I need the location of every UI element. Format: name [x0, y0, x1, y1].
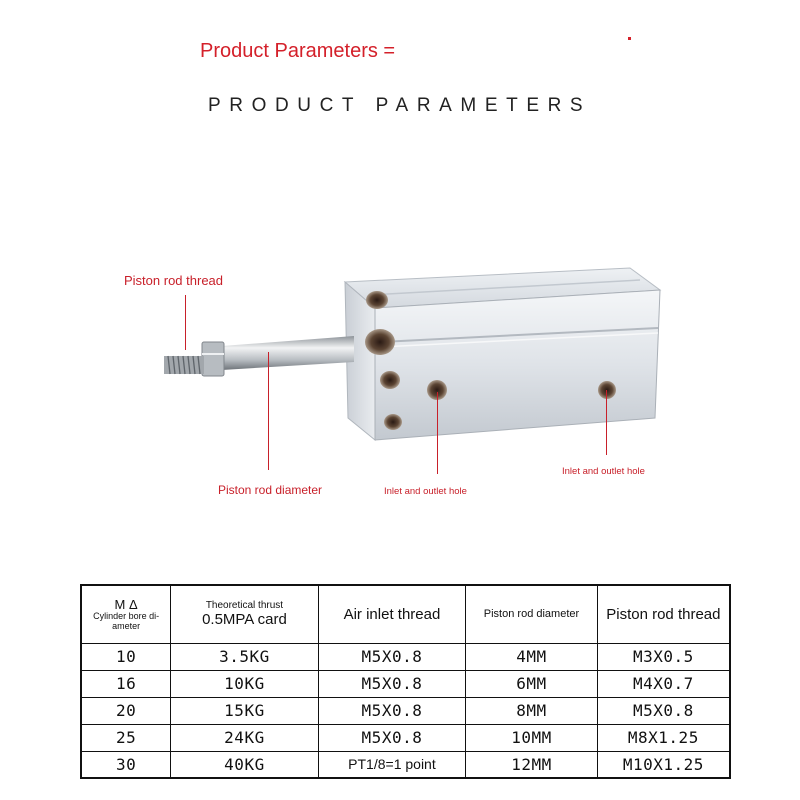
table-cell: M3X0.5	[597, 643, 730, 670]
table-cell: 25	[81, 724, 171, 751]
header-piston-rod-diameter: Piston rod diameter	[466, 585, 598, 643]
table-cell: M4X0.7	[597, 670, 730, 697]
table-row	[81, 670, 730, 697]
table-cell: M5X0.8	[318, 670, 466, 697]
table-cell: M8X1.25	[597, 724, 730, 751]
table-cell: 30	[81, 751, 171, 778]
table-cell: 15KG	[171, 697, 318, 724]
table-cell: 8MM	[466, 697, 598, 724]
table-cell: M5X0.8	[318, 697, 466, 724]
table-cell: 10	[81, 643, 171, 670]
leader-line	[268, 352, 269, 470]
leader-line	[437, 392, 438, 474]
table-cell: 16	[81, 670, 171, 697]
table-row	[81, 643, 730, 670]
table-cell: 10KG	[171, 670, 318, 697]
table-cell: M5X0.8	[318, 724, 466, 751]
header-bore-diameter: M Δ Cylinder bore di-ameter	[81, 585, 171, 643]
table-cell: PT1/8=1 point	[318, 751, 466, 778]
callout-inlet-outlet-hole-rear: Inlet and outlet hole	[562, 466, 645, 477]
page-title: Product Parameters =	[200, 40, 396, 62]
callout-inlet-outlet-hole-front: Inlet and outlet hole	[384, 486, 467, 497]
spec-table	[80, 584, 731, 779]
table-cell: M5X0.8	[597, 697, 730, 724]
header-air-inlet-thread: Air inlet thread	[318, 585, 466, 643]
page-subtitle: PRODUCT PARAMETERS	[208, 95, 592, 116]
header-theoretical-thrust: Theoretical thrust 0.5MPA card	[171, 585, 318, 643]
table-cell: 12MM	[466, 751, 598, 778]
table-cell: 10MM	[466, 724, 598, 751]
table-cell: 40KG	[171, 751, 318, 778]
table-row	[81, 751, 730, 778]
table-cell: M10X1.25	[597, 751, 730, 778]
table-cell: 4MM	[466, 643, 598, 670]
table-header-row	[81, 585, 730, 643]
table-cell: 6MM	[466, 670, 598, 697]
callout-piston-rod-thread: Piston rod thread	[124, 273, 224, 288]
table-cell: 3.5KG	[171, 643, 318, 670]
callout-piston-rod-diameter: Piston rod diameter	[218, 483, 323, 497]
table-row	[81, 697, 730, 724]
table-row	[81, 724, 730, 751]
table-cell: M5X0.8	[318, 643, 466, 670]
header-piston-rod-thread: Piston rod thread	[597, 585, 730, 643]
table-cell: 20	[81, 697, 171, 724]
table-cell: 24KG	[171, 724, 318, 751]
leader-line	[606, 390, 607, 455]
decorative-dot	[628, 37, 631, 40]
leader-line	[185, 295, 186, 350]
